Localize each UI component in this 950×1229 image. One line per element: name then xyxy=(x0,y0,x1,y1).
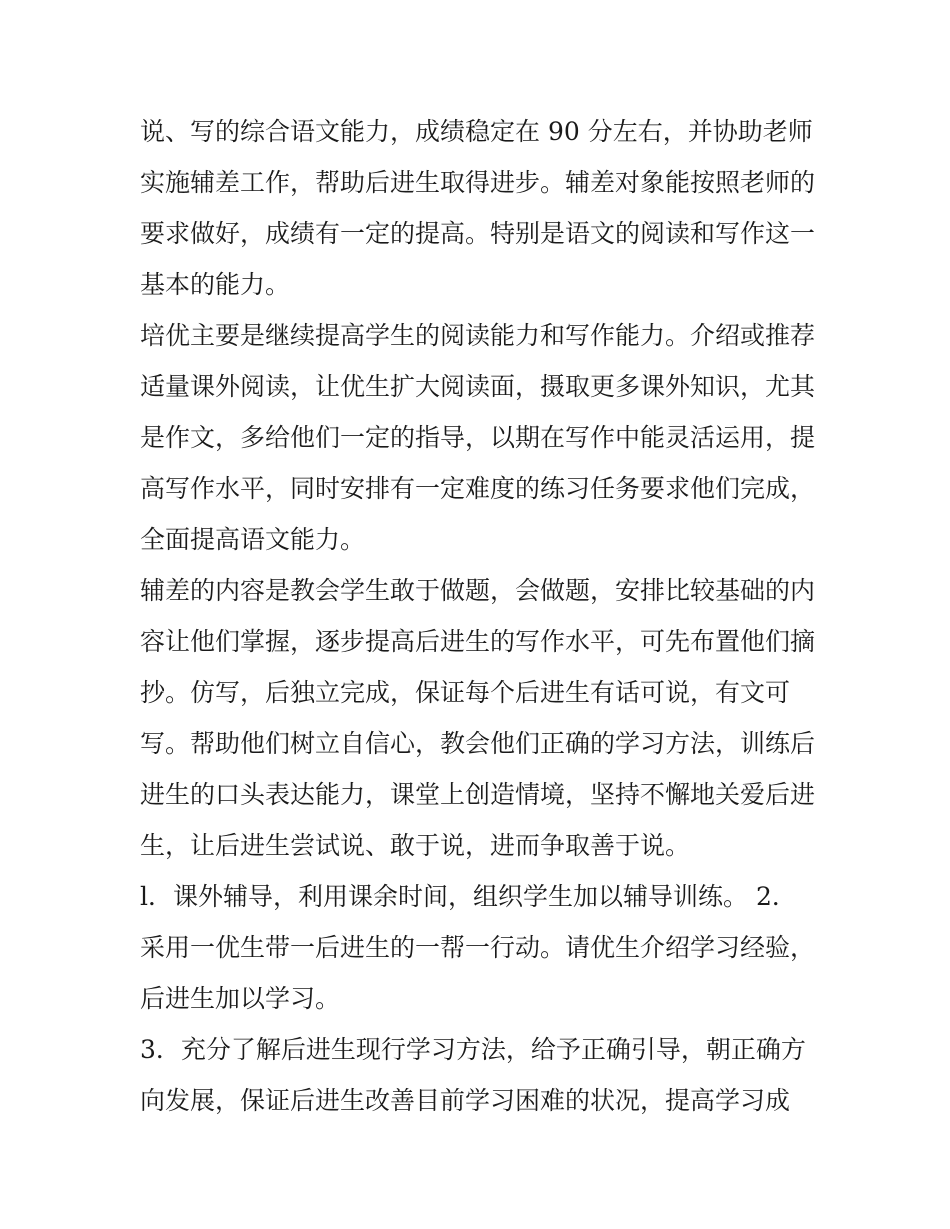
text-line: 写。帮助他们树立自信心，教会他们正确的学习方法，训练后 xyxy=(140,729,816,758)
text-line: 培优主要是继续提高学生的阅读能力和写作能力。介绍或推荐 xyxy=(140,321,816,350)
text-line: l．课外辅导，利用课余时间，组织学生加以辅导训练。 2． xyxy=(140,882,797,911)
text-line: 采用一优生带一后进生的一帮一行动。请优生介绍学习经验， xyxy=(140,933,816,962)
text-line: 说、写的综合语文能力，成绩稳定在 90 分左右，并协助老师 xyxy=(140,117,813,146)
text-line: 是作文，多给他们一定的指导，以期在写作中能灵活运用，提 xyxy=(140,423,816,452)
text-line: 实施辅差工作，帮助后进生取得进步。辅差对象能按照老师的 xyxy=(140,168,816,197)
text-line: 基本的能力。 xyxy=(140,270,291,299)
text-line: 容让他们掌握，逐步提高后进生的写作水平，可先布置他们摘 xyxy=(140,627,816,656)
text-line: 辅差的内容是教会学生敢于做题，会做题，安排比较基础的内 xyxy=(140,576,816,605)
text-line: 向发展，保证后进生改善目前学习困难的状况，提高学习成 xyxy=(140,1086,791,1115)
text-line: 3．充分了解后进生现行学习方法，给予正确引导，朝正确方 xyxy=(140,1035,806,1064)
text-line: 全面提高语文能力。 xyxy=(140,525,366,554)
text-line: 后进生加以学习。 xyxy=(140,984,341,1013)
text-line: 高写作水平，同时安排有一定难度的练习任务要求他们完成， xyxy=(140,474,816,503)
text-line: 生，让后进生尝试说、敢于说，进而争取善于说。 xyxy=(140,831,691,860)
text-line: 要求做好，成绩有一定的提高。特别是语文的阅读和写作这一 xyxy=(140,219,816,248)
text-line: 进生的口头表达能力，课堂上创造情境，坚持不懈地关爱后进 xyxy=(140,780,816,809)
document-body xyxy=(140,106,820,1126)
text-line: 抄。仿写，后独立完成，保证每个后进生有话可说，有文可 xyxy=(140,678,791,707)
text-line: 适量课外阅读，让优生扩大阅读面，摄取更多课外知识，尤其 xyxy=(140,372,816,401)
